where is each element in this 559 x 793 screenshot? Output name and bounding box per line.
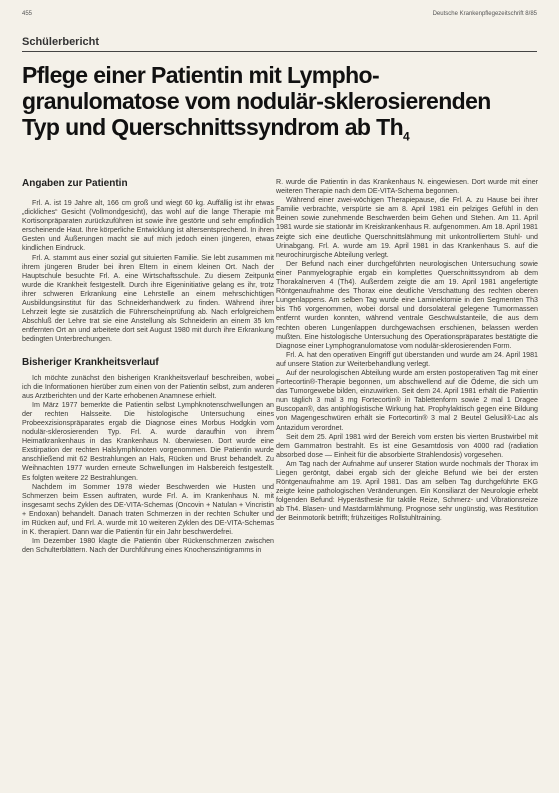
paragraph: Auf der neurologischen Abteilung wurde am ersten postoperativen Tag mit einer Fortecortin®-Therapie begonnen, um abschwellend auf die Ödeme, die sich um das Tumorgewebe bilden, einzuwirken. Seit dem 24. April 1981 erhält die Patientin nun täglich 3 mal 3 mg Fortecortin® in Tablettenform sowie 2 mal 1 Dragee Buscopan®, das antiphlogistische Wirkung hat. Prophylaktisch gegen eine Bildung von Magengeschwüren erhält sie Fortecortin® 3 mal 2 Beutel Gelusil®-Lac als Antazidum verordnet. [276, 368, 538, 432]
paragraph: Frl. A. ist 19 Jahre alt, 166 cm groß und wiegt 60 kg. Auffällig ist ihr etwas „dickliches“ Gesicht (Vollmondgesicht), das wohl auf die lange Therapie mit Kortisonpräparaten zurückzuführen ist sowie ihre gestörte und sehr empfindlich erscheinende Haut. Ihre körperliche Entwicklung ist altersentsprechend. In ihren Gesten und Äußerungen macht sie auf mich jedoch einen jüngeren, etwas kindlichen Eindruck. [22, 199, 274, 253]
journal-header: Deutsche Krankenpflegezeitschrift 8/85 [432, 11, 537, 17]
paragraph: Ich möchte zunächst den bisherigen Krankheitsverlauf beschreiben, wobei ich die Informationen hierüber zum einen von der Patientin selbst, zum anderen aus Arztberichten und der Karte erhobenen Anamnese erhielt. [22, 373, 274, 400]
title-subscript: 4 [403, 129, 410, 144]
left-column [22, 178, 274, 555]
title-line-3 [22, 114, 542, 150]
paragraph: Im Dezember 1980 klagte die Patientin über Rückenschmerzen zwischen den Schulterblättern. Nach der Durchführung eines Knochenszintigramms in [22, 537, 274, 555]
paragraph: Der Befund nach einer durchgeführten neurologischen Untersuchung sowie einer Panmyelographie ergab ein komplettes Querschnittssyndrom ab dem Thorakalnerven 4 (Th4). Außerdem zeigte die am 19. April 1981 angefertigte Röntgenaufnahme des Thorax eine deutliche Verschattung des rechten oberen Lungenlappens. Am selben Tag wurde eine Laminektomie in den Segmenten Th3 bis Th6 vorgenommen, wobei dorsal und dorsolateral gelegene Tumormassen entfernt wurden konnten, während ventrale Geschwulstanteile, die aus dem rechten oberen Lungenlappen durchgewachsen erschienen, belassen werden mußten. Eine histologische Untersuchung des Operationspräparates bestätigte die Diagnose einer Lymphogranulomatose vom nodulär-sklerosierenden Form. [276, 259, 538, 350]
title-line-1: Pflege einer Patientin mit Lympho- [22, 62, 380, 88]
page-number: 455 [22, 11, 33, 17]
paragraph: Im März 1977 bemerkte die Patientin selbst Lymphknotenschwellungen an der rechten Halsseite. Die histologische Untersuchung eines Probeexzisionspräparates ergab die Diagnose eines Morbus Hodgkin vom nodulär-sklerosierenden Typ. Frl. A. wurde daraufhin von ihrem Heimatkrankenhaus in das Krankenhaus N. überwiesen. Dort wurde eine Exstirpation der rechten Halslymphknoten vorgenommen. Die Patientin wurde anschließend mit 62 Bestrahlungen an Hals, Rücken und Brust behandelt. Zu Weihnachten 1977 wurden erneute Schwellungen im Halsbereich festgestellt. Es folgten weitere 22 Bestrahlungen. [22, 400, 274, 482]
article-title [22, 62, 542, 150]
paragraph: Frl. A. hat den operativen Eingriff gut überstanden und wurde am 24. April 1981 auf unsere Station zur Weiterbehandlung verlegt. [276, 350, 538, 368]
title-line-3-text: Typ und Querschnittssyndrom ab Th [22, 114, 404, 140]
paragraph: Am Tag nach der Aufnahme auf unserer Station wurde nochmals der Thorax im Liegen geröntgt, dabei ergab sich der gleiche Befund wie bei der ersten Röntgenaufnahme am 19. April 1981. Das am selben Tag durchgeführte EKG zeigte keine pathologischen Veränderungen. Ein Konsiliarzt der Neurologie erhebt folgenden Befund: Hyperästhesie für taktile Reize, Schmerz- und Vibrationsreize ab Th4. Blasen- und Mastdarmlähmung. Prognose sehr ungünstig, was Restitution der Beinmotorik betrifft; frühzeitiges Rollstuhltraining. [276, 459, 538, 523]
heading-patient-data: Angaben zur Patientin [22, 178, 128, 189]
paragraph: Seit dem 25. April 1981 wird der Bereich vom ersten bis vierten Brustwirbel mit dem Gammatron bestrahlt. Es ist eine Gesamtdosis von 4000 rad (radiation absorbed dose — Einheit für die absorbierte Strahlendosis) vorgesehen. [276, 432, 538, 459]
paragraph: R. wurde die Patientin in das Krankenhaus N. eingewiesen. Dort wurde mit einer weiteren Therapie nach dem DE-VITA-Schema begonnen. [276, 178, 538, 196]
paragraph: Nachdem im Sommer 1978 wieder Beschwerden wie Husten und Schmerzen beim Essen auftraten, wurde Frl. A. im Krankenhaus N. mit insgesamt sechs Zyklen des DE-VITA-Schemas (Oncovin + Natulan + Vincristin + Endoxan) behandelt. Danach traten Schmerzen in der rechten Schulter und im Rücken auf, und Frl. A. wurde mit 10 weiteren Zyklen des DE-VITA-Schemas in K. therapiert. Dann war die Patientin für ein Jahr beschwerdefrei. [22, 482, 274, 537]
heading-disease-history: Bisheriger Krankheitsverlauf [22, 356, 159, 368]
title-line-2: granulomatose vom nodulär-sklerosierenden [22, 88, 491, 114]
section-kicker: Schülerbericht [22, 36, 537, 52]
paragraph: Frl. A. stammt aus einer sozial gut situierten Familie. Sie lebt zusammen mit ihrem jüngeren Bruder bei ihren Eltern in einem kleinen Ort. Nach der Hauptschule besuchte Frl. A. eine Wirtschaftsschule. Zu diesem Zeitpunkt wurde die Krankheit festgestellt. Durch ihre Eigeninitiative gelang es ihr, trotz ihrer schweren Erkrankung eine Lehrstelle an einem mehrschichtigen Ausbildungsinstitut für das Schneiderhandwerk zu finden. Während ihrer Lehrzeit legte sie zusätzlich die Führerscheinprüfung ab. Nach erfolgreichem Abschluß der Lehre trat sie eine Anstellung als Schneiderin an einem 35 km entfernten Ort an und arbeitete dort seit August 1980 mit durch ihre Erkrankung bedingten Unterbrechungen. [22, 253, 274, 344]
paragraph: Während einer zwei-wöchigen Therapiepause, die Frl. A. zu Hause bei ihrer Familie verbrachte, verspürte sie am 8. April 1981 ein pelziges Gefühl in den Beinen sowie zunehmende Beschwerden beim Gehen und Stehen. Am 11. April 1981 wurde sie stationär im Kreiskrankenhaus R. aufgenommen. Am 18. April 1981 zeigte sich eine deutliche Querschnittslähmung mit unkontrolliertem Stuhl- und Urinabgang. Frl. A. wurde am 19. April 1981 in das Krankenhaus S. auf die neurochirurgische Abteilung verlegt. [276, 196, 538, 259]
right-column [276, 178, 538, 524]
